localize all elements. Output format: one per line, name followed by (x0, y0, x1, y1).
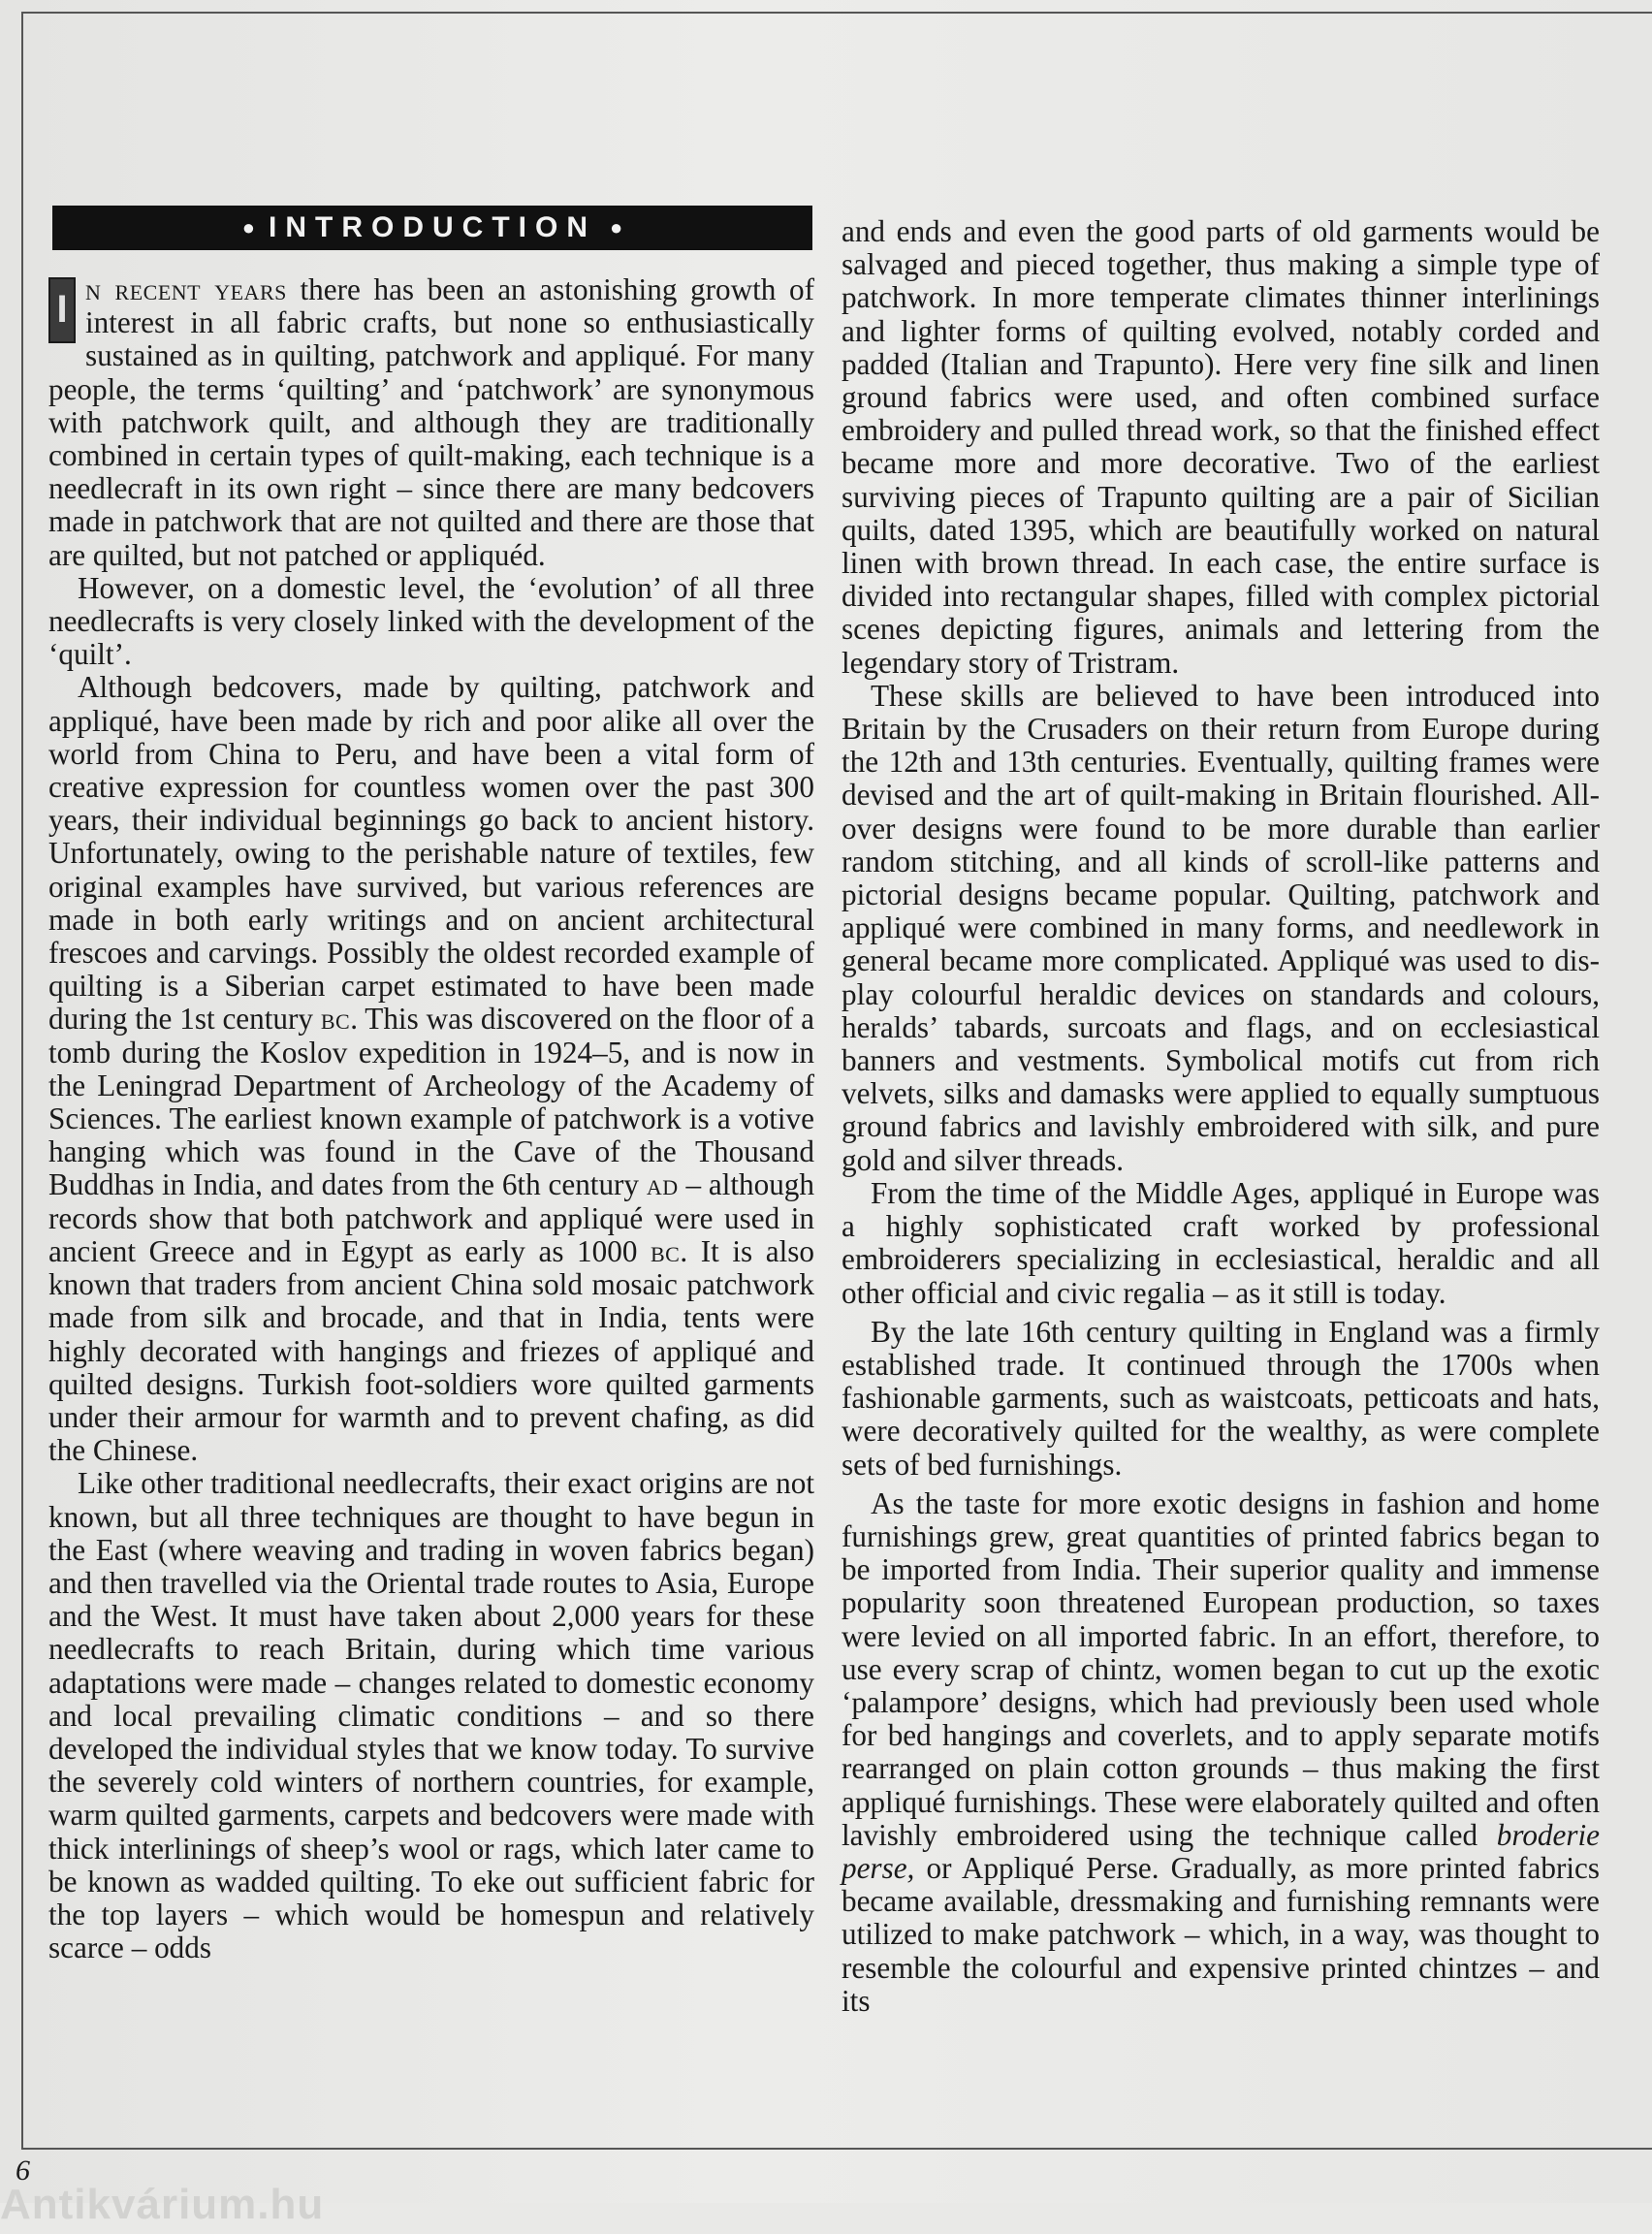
top-rule (23, 12, 1652, 14)
paragraph-text: – although records show that both patchwork and appliqué were used in ancient Greece and in Egypt as early as 1000 (48, 1167, 814, 1268)
lead-in-text: n recent years (85, 272, 287, 306)
section-title: INTRODUCTION (269, 210, 596, 243)
paragraph: However, on a domestic level, the ‘evolution’ of all three needlecrafts is very closely linked with the development of the ‘quilt’. (48, 570, 814, 672)
paragraph: By the late 16th century quilting in England was a firmly established trade. It continued through the 1700s when fashionable garments, such as waistcoats, petticoats and hats, were decoratively quilted for the wealthy, as were complete sets of bed furnishings. (842, 1314, 1600, 1482)
bullet-right-icon: ● (609, 214, 623, 239)
left-column (48, 206, 814, 1964)
page-number: 6 (16, 2154, 30, 2186)
left-edge-rule (21, 12, 23, 2150)
paragraph-text: As the taste for more exotic designs in fashion and home furnishings grew, great quantities of printed fabrics began to be imported from India. Their superior quality and immense popularity soon threatened European production, so taxes were levied on all imported fabric. In an effort, therefore, to use every scrap of chintz, women began to cut up the exotic ‘palampore’ designs, which had previously been used whole for bed hangings and coverlets, and to apply separate motifs rearranged on plain cotton grounds – thus making the first appliqué furnishings. These were elaborately quilted and often lavishly embroidered using the technique called (842, 1485, 1600, 1852)
paragraph-text: . This was discovered on the floor of a tomb during the Koslov expedition in 1924–5, and is now in the Leningrad Department of Archeology of the Academy of Sciences. The earliest known example of patchwork is a votive hanging which was found in the Cave of the Thousand Buddhas in India, and dates from the 6th century (48, 1002, 814, 1202)
era-abbrev: bc (320, 1002, 351, 1037)
era-abbrev: ad (646, 1167, 679, 1202)
paragraph: Like other traditional needlecrafts, their exact origins are not known, but all three techniques are thought to have begun in the East (where weaving and trading in woven fabrics began) and then travelled via the Oriental trade routes to Asia, Europe and the West. It must have taken about 2,000 years for these needlecrafts to reach Britain, during which time various adaptations were made – changes related to domestic economy and local prevailing climatic conditions – and so there developed the individual styles that we know today. To survive the severely cold winters of northern countries, for example, warm quilted garments, carpets and bedcovers were made with thick interlinings of sheep’s wool or rags, which later came to be known as wadded quilting. To eke out sufficient fabric for the top layers – which would be homespun and relatively scarce – odds (48, 1466, 814, 1965)
paragraph: and ends and even the good parts of old garments would be salvaged and pieced together, thus making a simple type of patchwork. In more temperate climates thinner interlinings and lighter forms of quilting evolved, notably corded and padded (Italian and Trapunto). Here very fine silk and linen ground fabrics were used, and often combined surface embroidery and pulled thread work, so that the finished effect became more and more decorative. Two of the earliest surviving pieces of Trapunto quilting are a pair of Sicilian quilts, dated 1395, which are beautifully worked on natural linen with brown thread. In each case, the entire surface is divided into rectangular shapes, filled with complex pictorial scenes depicting figures, animals and lettering from the legendary story of Tristram. (842, 214, 1600, 680)
paragraph (48, 273, 814, 572)
paragraph-text: Although bedcovers, made by quilting, patchwork and appliqué, have been made by rich and poor alike all over the world from China to Peru, and have been a vital form of creative expression for countless women over the past 300 years, their individual beginnings go back to ancient history. Unfortunately, owing to the perishable nature of textiles, few original examples have survived, but various references are made in both early writings and on ancient architectural frescoes and carvings. Possibly the oldest recorded example of quilting is a Siberian carpet estimated to have been made during the 1st century (48, 670, 814, 1037)
paragraph: These skills are believed to have been introduced into Britain by the Crusaders on their return from Europe during the 12th and 13th centuries. Eventually, quilting frames were devised and the art of quilt-making in Britain flourished. All-over designs were found to be more durable than earlier random stitching, and all kinds of scroll-like patterns and pictorial designs became popular. Quilting, patchwork and appliqué were combined in many forms, and needlework in general became more complicated. Appliqué was used to display colourful heraldic devices on standards and colours, heralds’ tabards, surcoats and flags, and on ecclesiastical banners and vestments. Symbolical motifs cut from rich velvets, silks and damasks were applied to equally sumptuous ground fabrics and lavishly embroidered with silk, and pure gold and silver threads. (842, 678, 1600, 1177)
paragraph-text: there has been an astonishing growth of interest in all fabric crafts, but none so enthusiastically sustained as in quilting, patchwork and appliqué. For many people, the terms ‘quilting’ and ‘patchwork’ are synonymous with patchwork quilt, and although they are traditionally combined in certain types of quilt-making, each technique is a needlecraft in its own right – since there are many bedcovers made in patchwork that are not quilted and there are those that are quilted, but not patched or appliquéd. (48, 272, 815, 572)
bottom-rule (21, 2148, 1652, 2150)
era-abbrev: bc (651, 1233, 681, 1268)
paragraph (842, 1487, 1600, 2018)
section-header (52, 206, 812, 250)
paragraph (48, 671, 814, 1467)
bullet-left-icon: ● (241, 214, 255, 239)
drop-cap: I (48, 277, 76, 343)
paragraph-text: . It is also known that traders from ancient China sold mosaic patchwork made from silk and brocade, and that in India, tents were highly decorated with hangings and friezes of appliqué and quilted designs. Turkish foot-soldiers wore quilted garments under their armour for warmth and to prevent chafing, as did the Chinese. (48, 1233, 814, 1468)
paragraph-text: or Appliqué Perse. Gradually, as more printed fabrics became available, dressmaking and furnishing remnants were utilized to make patchwork – which, in a way, was thought to resemble the colourful and expensive printed chintzes – and its (842, 1850, 1600, 2018)
right-column (842, 215, 1600, 2018)
italic-term: broderie perse, (842, 1817, 1600, 1885)
paragraph: From the time of the Middle Ages, appliqué in Europe was a highly sophisticated craft worked by professional embroiderers specializing in ecclesiastical, heraldic and all other official and civic regalia – as it still is today. (842, 1175, 1600, 1310)
watermark-text: Antikvárium.hu (0, 2181, 325, 2228)
